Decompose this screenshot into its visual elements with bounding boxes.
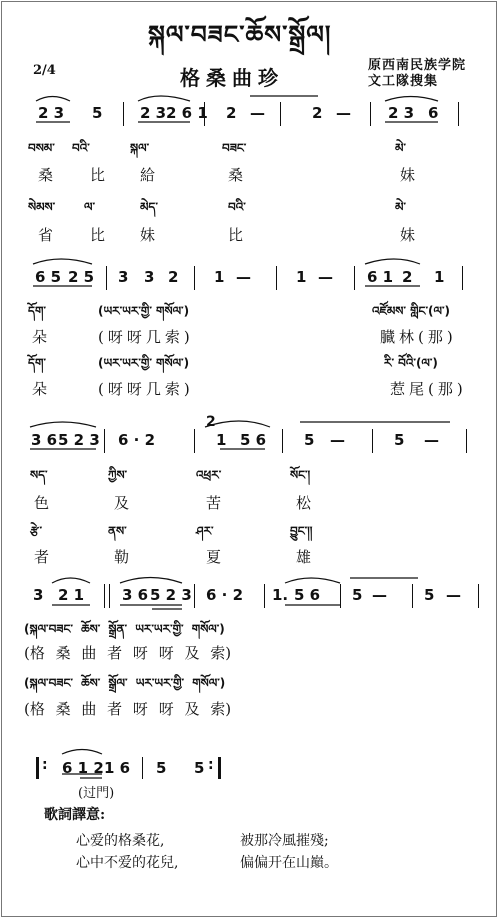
dash: — <box>330 431 345 449</box>
bar-line <box>466 429 467 453</box>
note: 5 <box>194 759 205 777</box>
tibetan-lyric: རྩེ་ <box>30 524 43 538</box>
note: 5 <box>156 759 167 777</box>
note-group: 2 1 <box>58 586 85 604</box>
grace-note: 2 <box>206 414 216 430</box>
tibetan-lyric: དོག་ <box>28 356 46 370</box>
chinese-lyric: 桑 <box>228 166 244 184</box>
bar-line <box>104 584 105 608</box>
tibetan-lyric: བསམ་ <box>28 141 55 155</box>
chinese-lyric: 省 <box>38 226 54 244</box>
note-group: 6 · 2 <box>206 586 244 604</box>
tibetan-lyric: སེམས་ <box>28 200 56 214</box>
tibetan-lyric: རི་ བོའི་(ལ་) <box>384 356 438 370</box>
note: 1 <box>434 268 445 286</box>
chinese-lyric: 者 <box>34 548 50 566</box>
tibetan-lyric: སོང་། <box>290 468 311 482</box>
tibetan-lyric: (ཡར་ཡར་གྱི་ གསོལ་) <box>98 356 190 370</box>
bar-line <box>370 102 371 126</box>
note-group: 3 6 <box>122 586 149 604</box>
interlude-label: (过門) <box>78 786 115 801</box>
dash: — <box>250 104 265 122</box>
credit-line-2: 文工隊搜集 <box>368 74 439 89</box>
chinese-lyric: (呀呀几索) <box>98 328 194 346</box>
chinese-lyric: (呀呀几索) <box>98 380 194 398</box>
chinese-lyric: 夏 <box>206 548 222 566</box>
note: 2 <box>402 268 413 286</box>
note: 1. <box>272 586 289 604</box>
bar-line <box>204 102 205 126</box>
bar-line <box>282 429 283 453</box>
note: 2 <box>226 104 237 122</box>
note-group: 5 6 <box>240 431 267 449</box>
dash: — <box>446 586 461 604</box>
bar-line <box>458 102 459 126</box>
note-group: 3 6 <box>31 431 58 449</box>
note: 3 <box>144 268 155 286</box>
chinese-lyric: 朵 <box>32 328 48 346</box>
chinese-lyric: (格 桑 曲 者 呀 呀 及 索) <box>24 644 232 662</box>
bar-line <box>123 102 124 126</box>
dash: — <box>318 268 333 286</box>
chinese-lyric: 勒 <box>114 548 130 566</box>
translation-line-2a: 心中不爱的花兒, <box>76 855 179 871</box>
bar-line <box>142 757 143 779</box>
tibetan-lyric: བའི་ <box>72 141 90 155</box>
tibetan-lyric: (ཡར་ཡར་གྱི་ གསོལ་) <box>98 304 190 318</box>
bar-line <box>372 429 373 453</box>
bar-line <box>104 429 105 453</box>
tibetan-lyric: མེ་ <box>395 200 406 214</box>
note: 1 <box>214 268 225 286</box>
tibetan-lyric: བའི་ <box>228 200 246 214</box>
chinese-lyric: (格 桑 曲 者 呀 呀 及 索) <box>24 700 232 718</box>
bar-line <box>264 584 265 608</box>
note-group: 2 3 <box>140 104 167 122</box>
tibetan-lyric: ཀྱིས་ <box>108 468 128 482</box>
note: 5 <box>394 431 405 449</box>
note: 3 <box>118 268 129 286</box>
dash: — <box>424 431 439 449</box>
note: 5 <box>352 586 363 604</box>
repeat-bar <box>36 757 39 779</box>
bar-line <box>478 584 479 608</box>
note-group: 5 2 3 <box>150 586 192 604</box>
tibetan-lyric: ཤར་ <box>196 524 214 538</box>
note: 5 <box>424 586 435 604</box>
repeat-bar <box>218 757 221 779</box>
repeat-dots: : <box>208 757 214 773</box>
note: 3 <box>33 586 44 604</box>
tibetan-lyric: ལ་ <box>84 200 95 214</box>
translation-heading: 歌詞譯意: <box>44 807 106 823</box>
chinese-lyric: 臓林(那) <box>380 328 457 346</box>
note: 5 <box>304 431 315 449</box>
chinese-lyric: 比 <box>90 166 106 184</box>
chinese-lyric: 朵 <box>32 380 48 398</box>
bar-line <box>194 266 195 290</box>
note-group: 6 1 2 <box>62 759 104 777</box>
bar-line <box>106 266 107 290</box>
dash: — <box>236 268 251 286</box>
chinese-lyric: 松 <box>296 494 312 512</box>
chinese-lyric: 妹 <box>400 226 416 244</box>
chinese-lyric: 苦 <box>206 494 222 512</box>
bar-line <box>340 584 341 608</box>
bar-line <box>276 266 277 290</box>
chinese-lyric: 比 <box>228 226 244 244</box>
tibetan-lyric: སྐལ་ <box>130 141 150 155</box>
note-group: 5 2 3 <box>58 431 100 449</box>
tibetan-lyric: མེ་ <box>395 141 406 155</box>
note-group: 5 6 <box>294 586 321 604</box>
dash: — <box>372 586 387 604</box>
bar-line <box>412 584 413 608</box>
note-group: 2 3 <box>38 104 65 122</box>
page-title: 格桑曲珍 <box>180 66 284 90</box>
note-group: 6 5 <box>35 268 62 286</box>
chinese-lyric: 桑 <box>38 166 54 184</box>
dash: — <box>336 104 351 122</box>
note-group: 2 5 <box>68 268 95 286</box>
tibetan-lyric: བྱུང་།། <box>290 524 313 538</box>
chinese-lyric: 及 <box>114 494 130 512</box>
chinese-lyric: 惹尾(那) <box>390 380 467 398</box>
note-group: 6 · 2 <box>118 431 156 449</box>
chinese-lyric: 色 <box>34 494 50 512</box>
tibetan-lyric: (སྐལ་བཟང་ ཆོས་ སྒྲོན་ ཡར་ཡར་གྱི་ གསོལ་) <box>24 622 225 636</box>
note: 1 <box>296 268 307 286</box>
tibetan-lyric: སད་ <box>30 468 48 482</box>
note-group: 2 6 1 <box>166 104 208 122</box>
tibetan-lyric: འཛོམས་ གླིང་(ལ་) <box>372 304 450 318</box>
chinese-lyric: 妹 <box>400 166 416 184</box>
note: 5 <box>92 104 103 122</box>
repeat-dots: : <box>42 757 48 773</box>
translation-line-2b: 偏偏开在山巔。 <box>240 855 338 871</box>
bar-line <box>280 102 281 126</box>
bar-line <box>194 429 195 453</box>
tibetan-lyric: འཕྲར་ <box>196 468 222 482</box>
translation-line-1b: 被那冷風摧殘; <box>240 833 329 849</box>
note-group: 6 1 <box>367 268 394 286</box>
chinese-lyric: 妹 <box>140 226 156 244</box>
bar-line <box>109 584 110 608</box>
tibetan-lyric: དོག་ <box>28 304 46 318</box>
tibetan-lyric: (སྐལ་བཟང་ ཆོས་ སྒྲོལ་ ཡར་ཡར་གྱི་ གསོལ་) <box>24 676 226 690</box>
note-group: 2 3 <box>388 104 415 122</box>
meter-mark: 2/4 <box>33 63 56 78</box>
credit-line-1: 原西南民族学院 <box>368 58 467 73</box>
tibetan-title: སྐལ་བཟང་ཆོས་སྒྲོལ། <box>148 20 332 49</box>
note-group: 1 6 <box>104 759 131 777</box>
translation-line-1a: 心爱的格桑花, <box>76 833 165 849</box>
note: 2 <box>168 268 179 286</box>
note: 6 <box>428 104 439 122</box>
note: 2 <box>312 104 323 122</box>
note: 1 <box>216 431 227 449</box>
chinese-lyric: 比 <box>90 226 106 244</box>
bar-line <box>194 584 195 608</box>
tibetan-lyric: མེད་ <box>140 200 158 214</box>
chinese-lyric: 雄 <box>296 548 312 566</box>
bar-line <box>462 266 463 290</box>
bar-line <box>354 266 355 290</box>
tibetan-lyric: ནས་ <box>108 524 127 538</box>
tibetan-lyric: བཟང་ <box>222 141 247 155</box>
chinese-lyric: 給 <box>140 166 156 184</box>
